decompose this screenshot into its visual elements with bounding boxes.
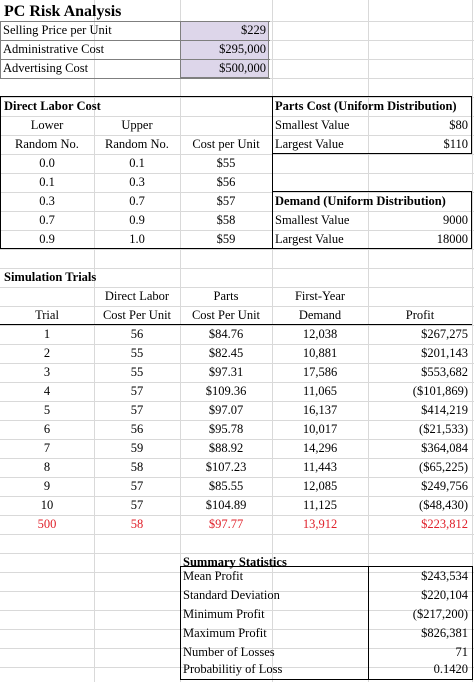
trial-parts-cost[interactable]: $109.36 (205, 384, 247, 398)
simulation-header: Simulation Trials (4, 270, 97, 284)
trial-number[interactable]: 6 (43, 422, 51, 436)
trial-demand[interactable]: 11,125 (303, 498, 337, 512)
trial-labor-cost[interactable]: 55 (130, 346, 144, 360)
parts-col-header-2: Cost Per Unit (191, 308, 261, 322)
min-profit-value[interactable]: ($217,200) (412, 607, 468, 621)
max-profit-label: Maximum Profit (183, 626, 267, 640)
trial-demand[interactable]: 10,881 (302, 346, 338, 360)
demand-smallest-label: Smallest Value (275, 213, 350, 227)
demand-largest-value[interactable]: 18000 (436, 232, 468, 246)
parts-cost-header: Parts Cost (Uniform Distribution) (275, 99, 457, 113)
last-trial-profit[interactable]: $223,812 (421, 517, 468, 531)
trial-parts-cost[interactable]: $95.78 (208, 422, 244, 436)
trial-parts-cost[interactable]: $88.92 (208, 441, 244, 455)
administrative-cost-label: Administrative Cost (3, 42, 105, 56)
trial-labor-cost[interactable]: 55 (130, 365, 144, 379)
labor-lower-cell[interactable]: 0.3 (39, 194, 55, 208)
labor-cost-cell[interactable]: $55 (216, 156, 236, 170)
probability-of-loss-label: Probabilitiy of Loss (183, 662, 283, 676)
upper-header-2: Random No. (105, 137, 169, 151)
trial-profit[interactable]: ($48,430) (419, 498, 468, 512)
probability-of-loss-value[interactable]: 0.1420 (433, 662, 468, 676)
trial-labor-cost[interactable]: 57 (130, 403, 144, 417)
std-dev-label: Standard Deviation (183, 588, 280, 602)
trial-demand[interactable]: 14,296 (302, 441, 338, 455)
labor-col-header-2: Cost Per Unit (102, 308, 172, 322)
lower-header-1: Lower (30, 118, 64, 132)
demand-smallest-value[interactable]: 9000 (443, 213, 468, 227)
advertising-cost-value[interactable]: $500,000 (219, 61, 266, 75)
trial-profit[interactable]: $553,682 (421, 365, 468, 379)
trial-labor-cost[interactable]: 57 (130, 498, 144, 512)
min-profit-label: Minimum Profit (183, 607, 265, 621)
trial-demand[interactable]: 12,038 (302, 327, 338, 341)
labor-lower-cell[interactable]: 0.1 (39, 175, 55, 189)
trial-number[interactable]: 1 (43, 327, 51, 341)
selling-price-label: Selling Price per Unit (3, 23, 112, 37)
labor-upper-cell[interactable]: 0.9 (129, 213, 145, 227)
parts-col-header-1: Parts (213, 289, 239, 303)
labor-cost-cell[interactable]: $57 (216, 194, 236, 208)
last-trial-parts-cost[interactable]: $97.77 (208, 517, 244, 531)
demand-largest-label: Largest Value (275, 232, 344, 246)
labor-cost-cell[interactable]: $58 (216, 213, 236, 227)
trial-number[interactable]: 9 (43, 479, 51, 493)
std-dev-value[interactable]: $220,104 (421, 588, 468, 602)
last-trial-demand[interactable]: 13,912 (302, 517, 338, 531)
trial-col-header: Trial (35, 308, 59, 322)
trial-demand[interactable]: 16,137 (302, 403, 338, 417)
labor-upper-cell[interactable]: 0.3 (129, 175, 145, 189)
trial-parts-cost[interactable]: $107.23 (205, 460, 247, 474)
trial-parts-cost[interactable]: $97.31 (208, 365, 244, 379)
trial-profit[interactable]: ($65,225) (419, 460, 468, 474)
trial-labor-cost[interactable]: 57 (130, 384, 144, 398)
demand-header: Demand (Uniform Distribution) (275, 194, 446, 208)
trial-labor-cost[interactable]: 56 (130, 422, 144, 436)
trial-number[interactable]: 3 (43, 365, 51, 379)
trial-profit[interactable]: $364,084 (421, 441, 468, 455)
trial-labor-cost[interactable]: 58 (130, 460, 144, 474)
max-profit-value[interactable]: $826,381 (421, 626, 468, 640)
parts-smallest-value[interactable]: $80 (449, 118, 468, 132)
trial-number[interactable]: 4 (43, 384, 51, 398)
trial-demand[interactable]: 11,443 (303, 460, 337, 474)
trial-parts-cost[interactable]: $85.55 (208, 479, 244, 493)
number-of-losses-label: Number of Losses (183, 645, 275, 659)
trial-number[interactable]: 8 (43, 460, 51, 474)
trial-demand[interactable]: 10,017 (302, 422, 338, 436)
lower-header-2: Random No. (15, 137, 79, 151)
trial-parts-cost[interactable]: $84.76 (208, 327, 244, 341)
summary-header: Summary Statistics (183, 555, 287, 569)
last-trial-labor-cost[interactable]: 58 (130, 517, 144, 531)
trial-profit[interactable]: $267,275 (421, 327, 468, 341)
upper-header-1: Upper (121, 118, 153, 132)
number-of-losses-value[interactable]: 71 (455, 645, 468, 659)
parts-largest-label: Largest Value (275, 137, 344, 151)
labor-upper-cell[interactable]: 0.1 (129, 156, 145, 170)
advertising-cost-label: Advertising Cost (3, 61, 89, 75)
trial-demand[interactable]: 17,586 (302, 365, 338, 379)
trial-number[interactable]: 5 (43, 403, 51, 417)
labor-lower-cell[interactable]: 0.0 (39, 156, 55, 170)
mean-profit-label: Mean Profit (183, 569, 244, 583)
trial-profit[interactable]: ($101,869) (412, 384, 468, 398)
trial-demand[interactable]: 12,085 (302, 479, 338, 493)
trial-profit[interactable]: ($21,533) (419, 422, 468, 436)
profit-col-header: Profit (405, 308, 435, 322)
trial-labor-cost[interactable]: 56 (130, 327, 144, 341)
labor-col-header-1: Direct Labor (104, 289, 170, 303)
trial-profit[interactable]: $201,143 (421, 346, 468, 360)
trial-profit[interactable]: $249,756 (421, 479, 468, 493)
trial-parts-cost[interactable]: $82.45 (208, 346, 244, 360)
labor-cost-cell[interactable]: $59 (216, 232, 236, 246)
trial-labor-cost[interactable]: 59 (130, 441, 144, 455)
page-title: PC Risk Analysis (4, 3, 122, 20)
parts-largest-value[interactable]: $110 (443, 137, 468, 151)
trial-number[interactable]: 7 (43, 441, 51, 455)
administrative-cost-value[interactable]: $295,000 (219, 42, 266, 56)
mean-profit-value[interactable]: $243,534 (421, 569, 468, 583)
labor-lower-cell[interactable]: 0.7 (39, 213, 55, 227)
direct-labor-header: Direct Labor Cost (4, 99, 101, 113)
trial-profit[interactable]: $414,219 (421, 403, 468, 417)
trial-parts-cost[interactable]: $104.89 (205, 498, 247, 512)
trial-demand[interactable]: 11,065 (303, 384, 337, 398)
labor-lower-cell[interactable]: 0.9 (39, 232, 55, 246)
trial-parts-cost[interactable]: $97.07 (208, 403, 244, 417)
trial-labor-cost[interactable]: 57 (130, 479, 144, 493)
cost-per-unit-header: Cost per Unit (192, 137, 260, 151)
demand-col-header-2: Demand (298, 308, 342, 322)
selling-price-value[interactable]: $229 (241, 23, 266, 37)
labor-cost-cell[interactable]: $56 (216, 175, 236, 189)
demand-col-header-1: First-Year (294, 289, 346, 303)
labor-upper-cell[interactable]: 0.7 (129, 194, 145, 208)
last-trial-number[interactable]: 500 (37, 517, 57, 531)
labor-upper-cell[interactable]: 1.0 (129, 232, 145, 246)
trial-number[interactable]: 2 (43, 346, 51, 360)
trial-number[interactable]: 10 (40, 498, 54, 512)
parts-smallest-label: Smallest Value (275, 118, 350, 132)
